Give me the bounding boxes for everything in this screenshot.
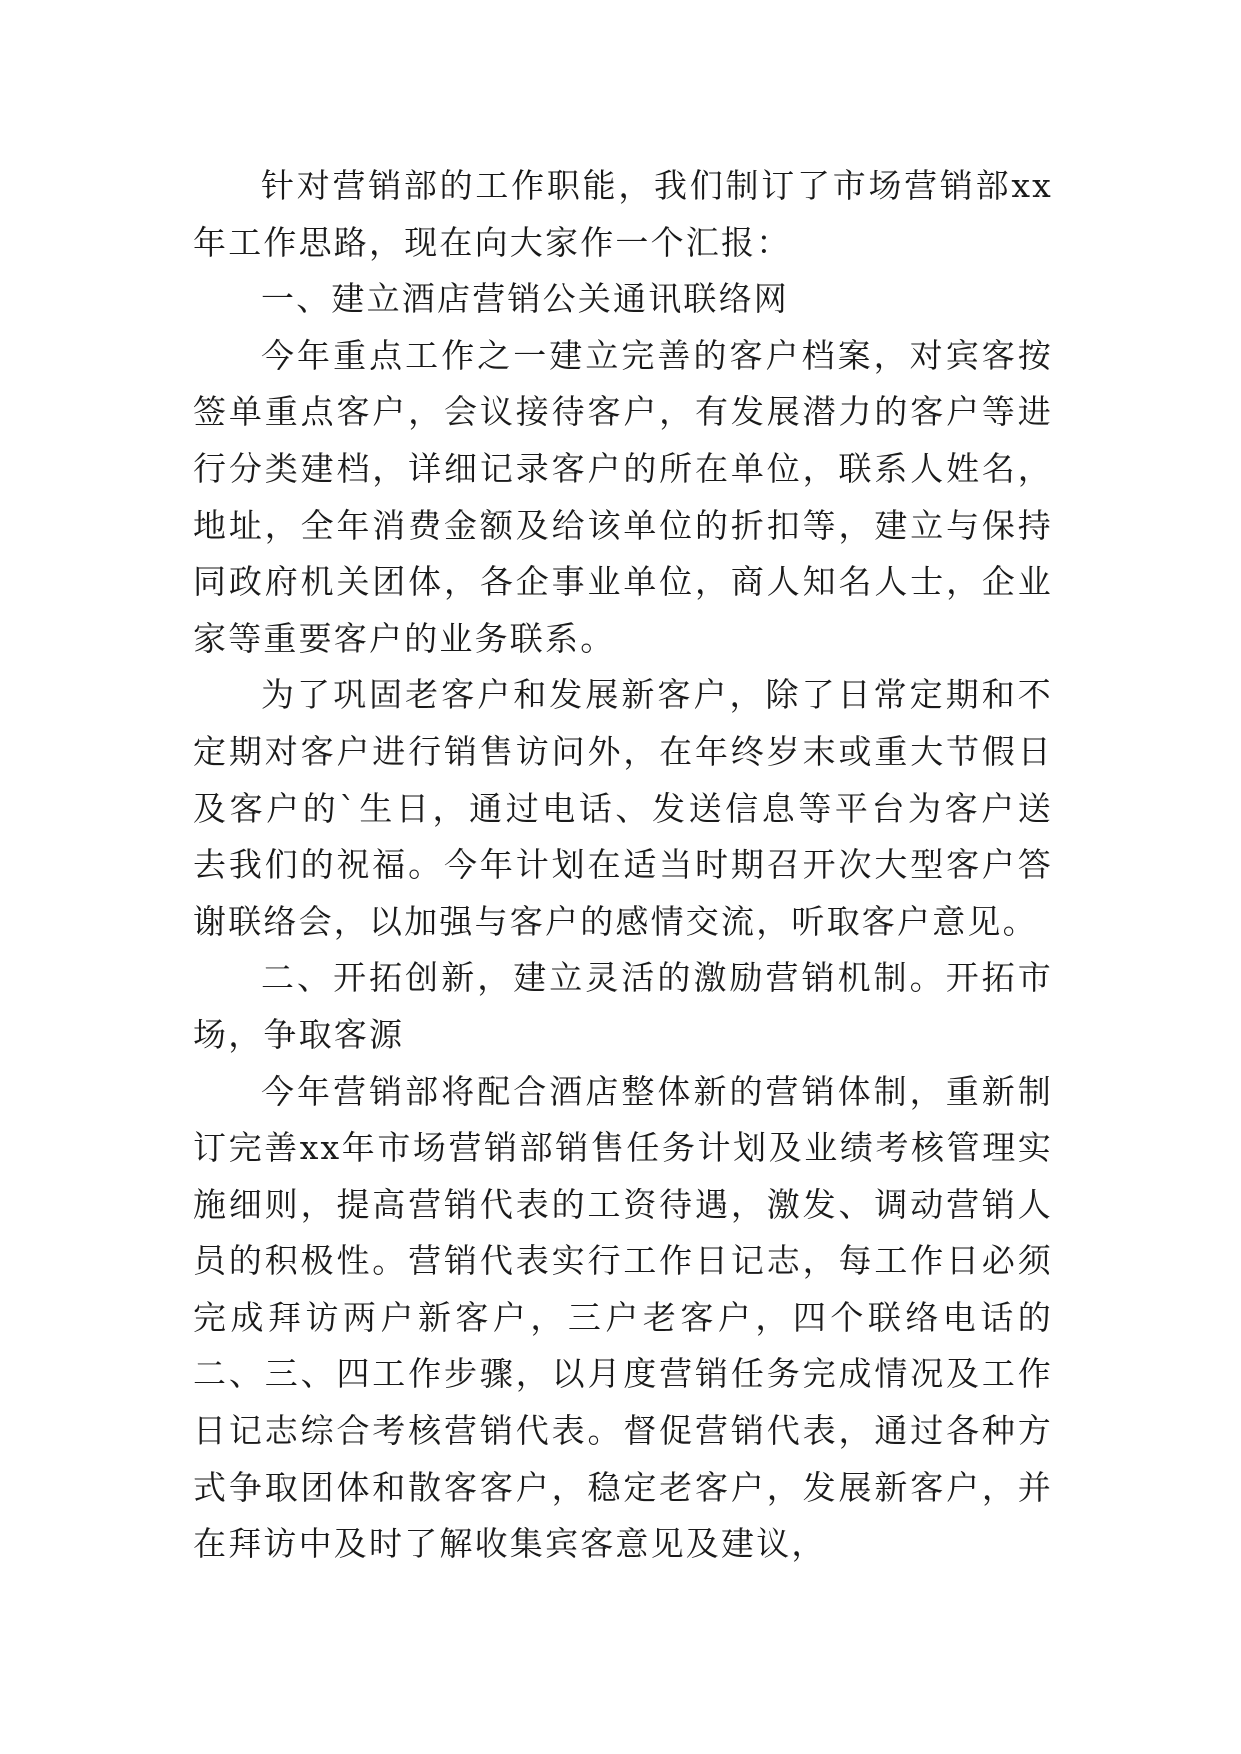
section-heading-2: 二、开拓创新，建立灵活的激励营销机制。开拓市场，争取客源 [193,958,1053,1054]
document-body [193,158,1053,1573]
paragraph-intro: 针对营销部的工作职能，我们制订了市场营销部xx年工作思路，现在向大家作一个汇报： [193,166,1053,262]
paragraph-customer-relations: 为了巩固老客户和发展新客户，除了日常定期和不定期对客户进行销售访问外，在年终岁末或重大节假日及客户的`生日，通过电话、发送信息等平台为客户送去我们的祝福。今年计划在适当时期召开次大型客户答谢联络会，以加强与客户的感情交流，听取客户意见。 [193,675,1053,941]
section-heading-1: 一、建立酒店营销公关通讯联络网 [261,279,789,319]
paragraph-customer-archive: 今年重点工作之一建立完善的客户档案，对宾客按签单重点客户，会议接待客户，有发展潜力的客户等进行分类建档，详细记录客户的所在单位，联系人姓名，地址，全年消费金额及给该单位的折扣等，建立与保持同政府机关团体，各企事业单位，商人知名人士，企业家等重要客户的业务联系。 [193,335,1053,658]
paragraph-incentive-mechanism: 今年营销部将配合酒店整体新的营销体制，重新制订完善xx年市场营销部销售任务计划及业绩考核管理实施细则，提高营销代表的工资待遇，激发、调动营销人员的积极性。营销代表实行工作日记志，每工作日必须完成拜访两户新客户，三户老客户，四个联络电话的二、三、四工作步骤，以月度营销任务完成情况及工作日记志综合考核营销代表。督促营销代表，通过各种方式争取团体和散客客户，稳定老客户，发展新客户，并在拜访中及时了解收集宾客意见及建议， [193,1071,1053,1564]
